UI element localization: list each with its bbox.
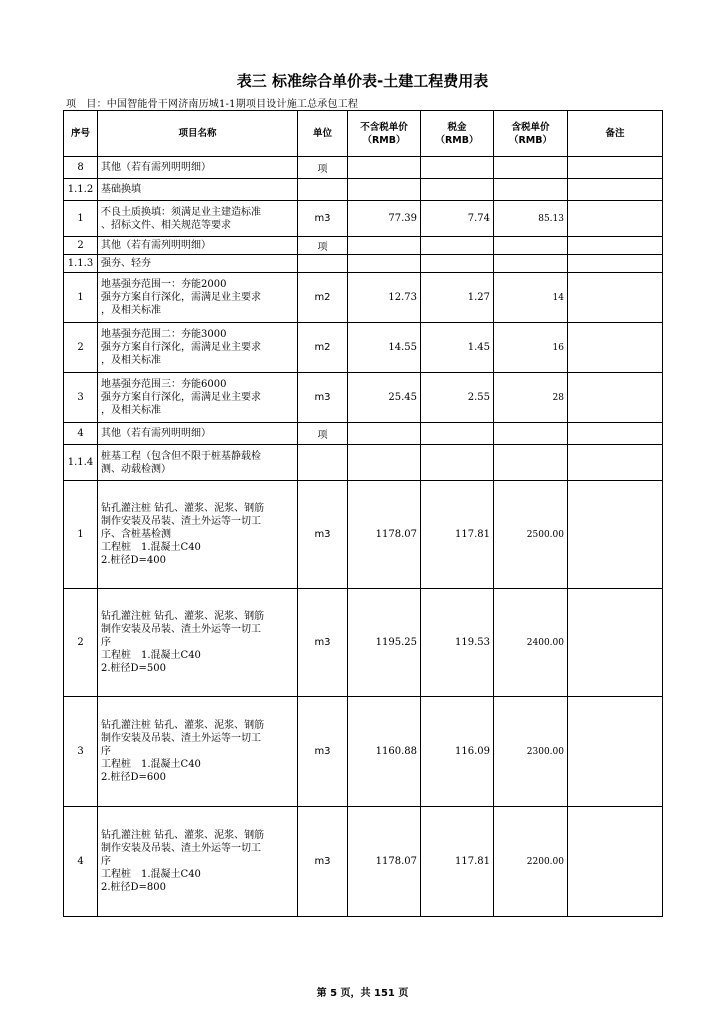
row-name (98, 589, 298, 697)
row-name (98, 255, 298, 273)
header-price-ex-line2: （RMB） (362, 134, 406, 146)
row-no: 1.1.3 (64, 255, 98, 273)
table-row (64, 255, 663, 273)
row-price-ex: 12.73 (348, 273, 421, 323)
row-remark (568, 157, 663, 179)
row-price-in: 2300.00 (494, 697, 568, 807)
row-price-in: 2400.00 (494, 589, 568, 697)
row-unit: m3 (298, 201, 348, 237)
row-no: 2 (64, 323, 98, 373)
row-remark (568, 481, 663, 589)
row-name (98, 201, 298, 237)
row-name-line: 地基强夯范围三：夯能6000 (101, 379, 227, 390)
row-name-line: 其他（若有需列明明细） (101, 428, 211, 439)
table-row (64, 423, 663, 445)
table-row (64, 201, 663, 237)
row-remark (568, 323, 663, 373)
row-name (98, 157, 298, 179)
table-row (64, 273, 663, 323)
row-remark (568, 445, 663, 481)
row-unit: 项 (298, 237, 348, 255)
row-price-ex: 1178.07 (348, 807, 421, 917)
row-no: 1.1.4 (64, 445, 98, 481)
row-remark (568, 373, 663, 423)
row-no: 4 (64, 807, 98, 917)
row-no: 1 (64, 273, 98, 323)
table-row (64, 697, 663, 807)
table-row (64, 237, 663, 255)
row-name-line: 2.桩径D=600 (101, 772, 167, 783)
row-tax: 7.74 (421, 201, 494, 237)
row-unit: m2 (298, 273, 348, 323)
row-price-ex: 1178.07 (348, 481, 421, 589)
table-row (64, 807, 663, 917)
row-price-in: 16 (494, 323, 568, 373)
row-remark (568, 255, 663, 273)
row-price-in (494, 445, 568, 481)
table-row (64, 373, 663, 423)
row-name-line: 工程桩 1.混凝土C40 (101, 869, 201, 880)
row-price-in (494, 255, 568, 273)
row-unit: m2 (298, 323, 348, 373)
row-name-line: 2.桩径D=400 (101, 555, 167, 566)
header-tax-line1: 税金 (447, 121, 467, 133)
table-header-row (64, 111, 663, 157)
row-name (98, 237, 298, 255)
header-unit: 单位 (298, 111, 348, 157)
row-price-ex: 77.39 (348, 201, 421, 237)
row-name-line: 测、动载检测） (101, 463, 171, 475)
header-name: 项目名称 (98, 111, 298, 157)
price-table (63, 110, 663, 917)
row-name-line: 2.桩径D=500 (101, 663, 167, 674)
row-name-line: 制作安装及吊装、渣土外运等一切工 (101, 516, 261, 527)
header-price-in-line1: 含税单价 (511, 121, 550, 133)
row-no: 3 (64, 697, 98, 807)
row-name-line: 序 (101, 856, 111, 867)
row-name-line: 强夯、轻夯 (101, 258, 151, 269)
row-name-line: 地基强夯范围一：夯能2000 (101, 279, 227, 290)
row-remark (568, 589, 663, 697)
row-tax (421, 157, 494, 179)
row-price-ex (348, 255, 421, 273)
row-price-in (494, 157, 568, 179)
row-unit: 项 (298, 423, 348, 445)
row-unit: m3 (298, 373, 348, 423)
row-price-in: 14 (494, 273, 568, 323)
row-name (98, 273, 298, 323)
row-unit: m3 (298, 807, 348, 917)
header-remark: 备注 (568, 111, 663, 157)
row-name-line: 工程桩 1.混凝土C40 (101, 650, 201, 661)
row-unit (298, 445, 348, 481)
row-price-ex (348, 423, 421, 445)
row-tax (421, 237, 494, 255)
row-tax: 2.55 (421, 373, 494, 423)
row-tax (421, 255, 494, 273)
row-no: 4 (64, 423, 98, 445)
row-name (98, 807, 298, 917)
row-name-line: 钻孔灌注桩 钻孔、灌浆、泥浆、钢筋 (101, 830, 265, 841)
row-remark (568, 273, 663, 323)
row-name-line: 工程桩 1.混凝土C40 (101, 542, 201, 553)
row-no: 2 (64, 589, 98, 697)
row-price-in: 2200.00 (494, 807, 568, 917)
row-name (98, 697, 298, 807)
header-price-in-line2: （RMB） (508, 134, 552, 146)
row-price-ex (348, 157, 421, 179)
row-name (98, 423, 298, 445)
header-price-ex-line1: 不含税单价 (360, 121, 408, 133)
row-unit (298, 255, 348, 273)
row-name-line: 强夯方案自行深化，需满足业主要求 (101, 292, 261, 303)
row-name-line: 其他（若有需列明明细） (101, 240, 211, 251)
row-tax: 1.27 (421, 273, 494, 323)
row-name-line: 不良土质换填：须满足业主建造标准 (101, 206, 261, 218)
row-remark (568, 807, 663, 917)
table-row (64, 157, 663, 179)
row-remark (568, 423, 663, 445)
row-name-line: ，及相关标准 (101, 305, 161, 316)
row-price-ex: 1195.25 (348, 589, 421, 697)
row-no: 3 (64, 373, 98, 423)
row-price-ex (348, 237, 421, 255)
row-tax: 116.09 (421, 697, 494, 807)
row-remark (568, 179, 663, 201)
row-price-ex (348, 179, 421, 201)
row-unit: m3 (298, 697, 348, 807)
row-name-line: ，及相关标准 (101, 355, 161, 366)
row-name (98, 481, 298, 589)
row-price-in: 28 (494, 373, 568, 423)
row-price-ex (348, 445, 421, 481)
row-name-line: 制作安装及吊装、渣土外运等一切工 (101, 733, 261, 744)
project-line: 项 目：中国智能骨干网济南历城1-1期项目设计施工总承包工程 (66, 99, 359, 110)
row-remark (568, 237, 663, 255)
header-price-in (494, 111, 568, 157)
row-name-line: 钻孔灌注桩 钻孔、灌浆、泥浆、钢筋 (101, 503, 265, 514)
header-tax (421, 111, 494, 157)
row-name-line: 、招标文件、相关规范等要求 (101, 219, 231, 231)
row-unit: m3 (298, 481, 348, 589)
row-name-line: 钻孔灌注桩 钻孔、灌浆、泥浆、钢筋 (101, 611, 265, 622)
row-price-in (494, 423, 568, 445)
row-price-ex: 14.55 (348, 323, 421, 373)
row-name (98, 323, 298, 373)
row-name-line: 基础换填 (101, 184, 141, 195)
row-no: 2 (64, 237, 98, 255)
row-name-line: 工程桩 1.混凝土C40 (101, 759, 201, 770)
table-row (64, 323, 663, 373)
row-price-in (494, 179, 568, 201)
row-tax: 117.81 (421, 481, 494, 589)
row-name-line: 2.桩径D=800 (101, 882, 167, 893)
row-unit: m3 (298, 589, 348, 697)
row-unit (298, 179, 348, 201)
row-name (98, 373, 298, 423)
row-name-line: ，及相关标准 (101, 405, 161, 416)
row-tax: 1.45 (421, 323, 494, 373)
row-name-line: 地基强夯范围二：夯能3000 (101, 329, 227, 340)
row-name-line: 制作安装及吊装、渣土外运等一切工 (101, 624, 261, 635)
table-row (64, 179, 663, 201)
row-tax (421, 445, 494, 481)
row-price-ex: 25.45 (348, 373, 421, 423)
page-title: 表三 标准综合单价表-土建工程费用表 (236, 72, 489, 90)
row-name-line: 序 (101, 637, 111, 648)
row-price-ex: 1160.88 (348, 697, 421, 807)
row-tax (421, 179, 494, 201)
table-row (64, 445, 663, 481)
header-tax-line2: （RMB） (435, 134, 479, 146)
row-unit: 项 (298, 157, 348, 179)
row-name-line: 强夯方案自行深化，需满足业主要求 (101, 342, 261, 353)
row-name-line: 序、含桩基检测 (101, 529, 171, 540)
row-tax (421, 423, 494, 445)
page-footer: 第 5 页，共 151 页 (316, 988, 409, 999)
row-no: 8 (64, 157, 98, 179)
row-price-in: 85.13 (494, 201, 568, 237)
row-name-line: 强夯方案自行深化，需满足业主要求 (101, 392, 261, 403)
row-name-line: 桩基工程（包含但不限于桩基静载检 (101, 450, 261, 462)
row-no: 1 (64, 481, 98, 589)
table-row (64, 589, 663, 697)
row-tax: 119.53 (421, 589, 494, 697)
row-price-in: 2500.00 (494, 481, 568, 589)
row-price-in (494, 237, 568, 255)
row-name-line: 钻孔灌注桩 钻孔、灌浆、泥浆、钢筋 (101, 720, 265, 731)
row-name-line: 制作安装及吊装、渣土外运等一切工 (101, 843, 261, 854)
row-remark (568, 697, 663, 807)
row-no: 1.1.2 (64, 179, 98, 201)
row-name-line: 其他（若有需列明明细） (101, 162, 211, 173)
header-price-ex (348, 111, 421, 157)
row-name (98, 445, 298, 481)
header-no: 序号 (64, 111, 98, 157)
row-name-line: 序 (101, 746, 111, 757)
row-no: 1 (64, 201, 98, 237)
row-name (98, 179, 298, 201)
table-body (64, 157, 663, 917)
row-remark (568, 201, 663, 237)
row-tax: 117.81 (421, 807, 494, 917)
table-row (64, 481, 663, 589)
